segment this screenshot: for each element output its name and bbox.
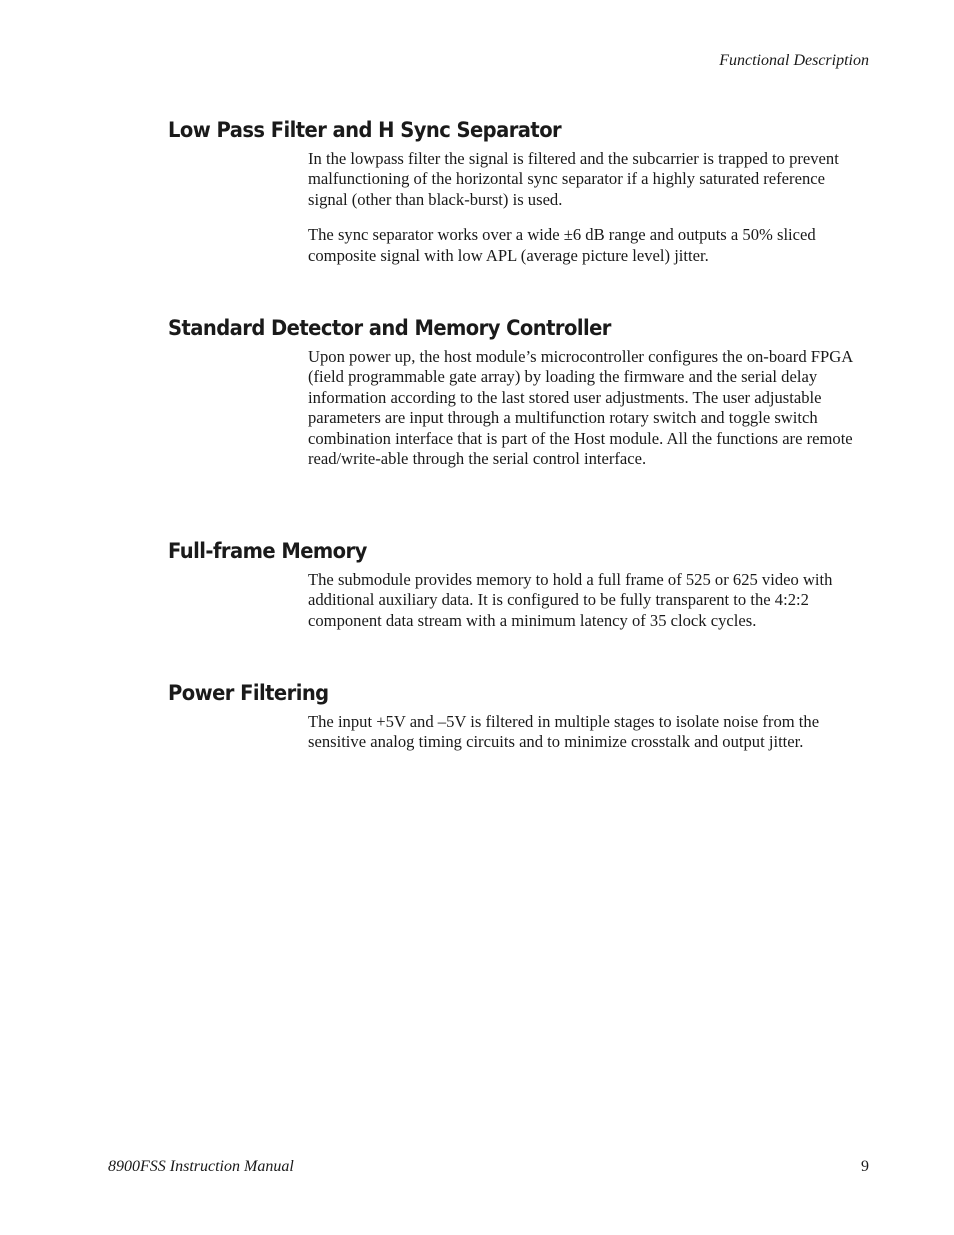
section-heading: Full-frame Memory: [168, 539, 367, 563]
manual-title: 8900FSS Instruction Manual: [108, 1158, 294, 1175]
paragraph: In the lowpass filter the signal is filtered and the subcarrier is trapped to prevent malfunctioning of the horizontal sync separator if a highly saturated reference signal (other than black-burst) is used.: [308, 149, 839, 209]
section-body: [308, 149, 868, 266]
running-header: Functional Description: [719, 52, 869, 69]
paragraph: The input +5V and –5V is filtered in multiple stages to isolate noise from the sensitive analog timing circuits and to minimize crosstalk and output jitter.: [308, 712, 820, 752]
section-power-filtering: [168, 680, 868, 768]
paragraph: The sync separator works over a wide ±6 dB range and outputs a 50% sliced composite signal with low APL (average picture level) jitter.: [308, 225, 816, 265]
section-body: [308, 570, 868, 631]
section-body: [308, 347, 868, 469]
section-heading: Low Pass Filter and H Sync Separator: [168, 118, 562, 142]
section-body: [308, 712, 868, 753]
paragraph: Upon power up, the host module’s microcontroller configures the on-board FPGA (field programmable gate array) by loading the firmware and the serial delay information according to the last stored user adjustments. The user adjustable parameters are input through a multifunction rotary switch and toggle switch combination interface that is part of the Host module. All the functions are remote read/write-able through the serial control interface.: [308, 347, 853, 469]
section-heading: Power Filtering: [168, 681, 329, 705]
section-standard-detector: [168, 315, 868, 484]
paragraph: The submodule provides memory to hold a full frame of 525 or 625 video with additional auxiliary data. It is configured to be fully transparent to the 4:2:2 component data stream with a minimum latency of 35 clock cycles.: [308, 570, 833, 630]
section-low-pass-filter: [168, 117, 868, 281]
page-number: 9: [861, 1158, 869, 1175]
section-heading: Standard Detector and Memory Controller: [168, 316, 611, 340]
section-full-frame-memory: [168, 538, 868, 646]
